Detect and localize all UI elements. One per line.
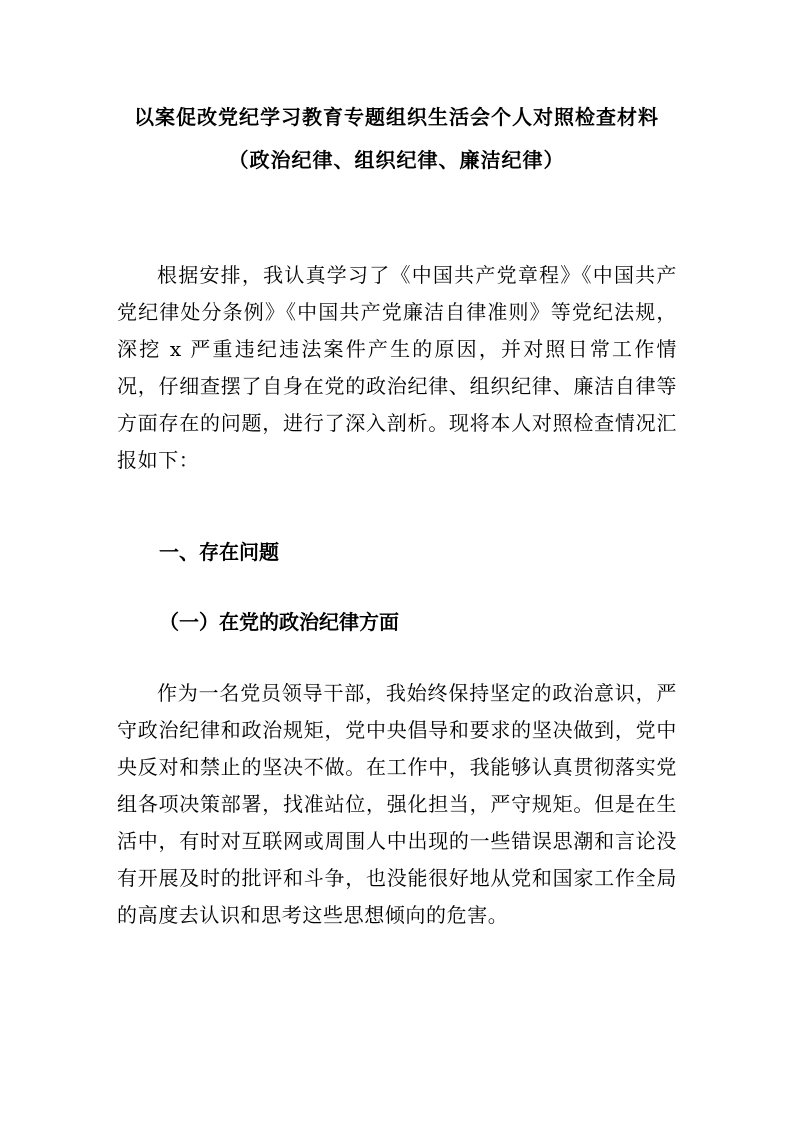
intro-paragraph: 根据安排，我认真学习了《中国共产党章程》《中国共产党纪律处分条例》《中国共产党廉洁自律准则》等党纪法规，深挖 x 严重违纪违法案件产生的原因，并对照日常工作情况，仔细查摆了自身在党的政治纪律、组织纪律、廉洁自律等方面存在的问题，进行了深入剖析。现将本人对照检查情况汇报如下： xyxy=(117,263,677,472)
subsection-heading-political-discipline: （一）在党的政治纪律方面 xyxy=(159,610,399,634)
document-title: 以案促改党纪学习教育专题组织生活会个人对照检查材料 xyxy=(134,105,659,129)
political-discipline-paragraph: 作为一名党员领导干部，我始终保持坚定的政治意识，严守政治纪律和政治规矩，党中央倡导和要求的坚决做到，党中央反对和禁止的坚决不做。在工作中，我能够认真贯彻落实党组各项决策部署，找准站位，强化担当，严守规矩。但是在生活中，有时对互联网或周围人中出现的一些错误思潮和言论没有开展及时的批评和斗争，也没能很好地从党和国家工作全局的高度去认识和思考这些思想倾向的危害。 xyxy=(117,681,677,927)
section-heading-problems: 一、存在问题 xyxy=(159,540,279,564)
document-subtitle: （政治纪律、组织纪律、廉洁纪律） xyxy=(228,148,565,172)
